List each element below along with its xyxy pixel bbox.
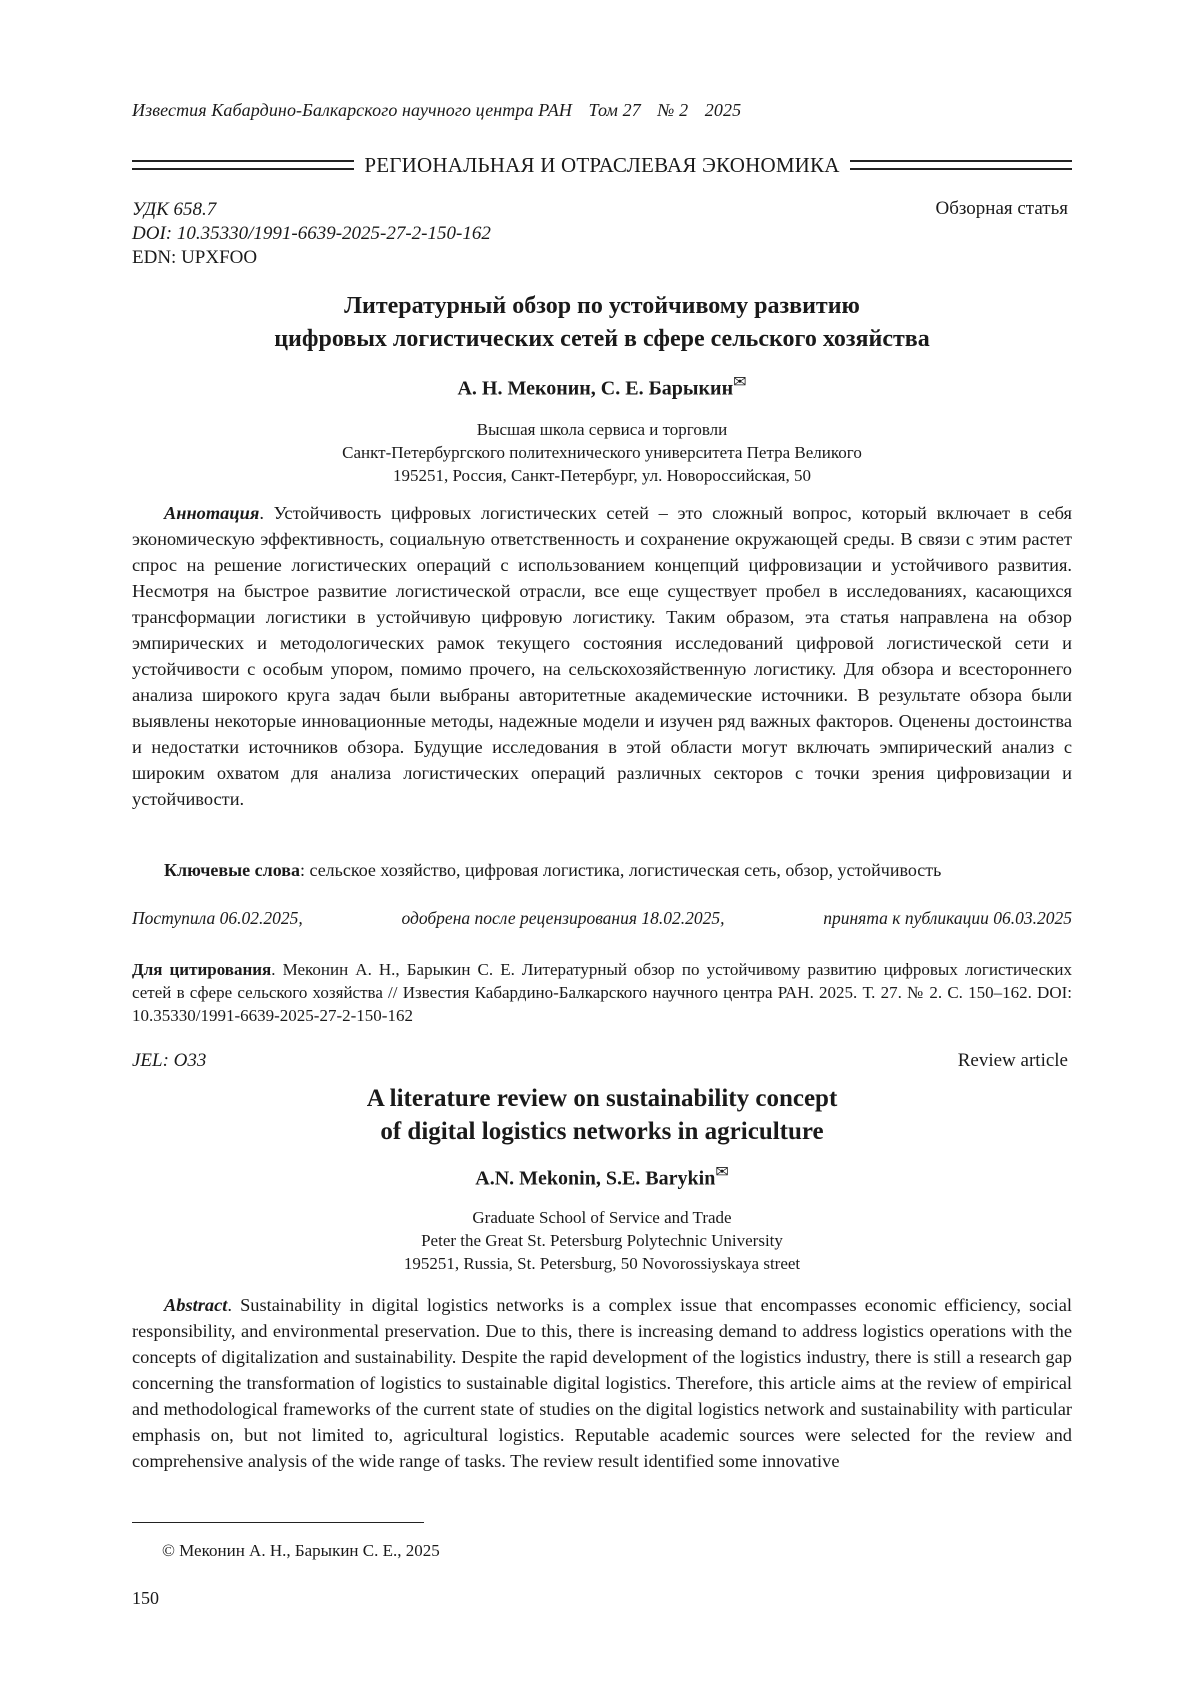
doi: DOI: 10.35330/1991-6639-2025-27-2-150-162	[132, 222, 491, 246]
affiliation-en-line2: Peter the Great St. Petersburg Polytechnic University	[132, 1229, 1072, 1252]
abstract-ru	[132, 500, 1072, 812]
section-rule-right	[850, 160, 1072, 170]
mail-icon[interactable]: ✉	[715, 1164, 728, 1181]
copyright: © Меконин А. Н., Барыкин С. Е., 2025	[162, 1541, 440, 1561]
abstract-en	[132, 1292, 1072, 1474]
section-header	[132, 150, 1072, 180]
footnote-rule	[132, 1522, 424, 1523]
authors-ru-names: А. Н. Меконин, С. Е. Барыкин	[457, 378, 733, 400]
title-ru-line1: Литературный обзор по устойчивому развитию	[132, 290, 1072, 323]
abstract-ru-label: Аннотация	[164, 503, 259, 523]
citation-label: Для цитирования	[132, 960, 271, 979]
affiliation-ru	[132, 418, 1072, 487]
section-rule-left	[132, 160, 354, 170]
keywords-text: : сельское хозяйство, цифровая логистика, логистическая сеть, обзор, устойчивость	[300, 860, 941, 880]
keywords-label: Ключевые слова	[164, 860, 300, 880]
title-en	[132, 1082, 1072, 1148]
affiliation-en	[132, 1206, 1072, 1275]
affiliation-ru-line1: Высшая школа сервиса и торговли	[132, 418, 1072, 441]
affiliation-en-line3: 195251, Russia, St. Petersburg, 50 Novorossiyskaya street	[132, 1252, 1072, 1275]
date-approved: одобрена после рецензирования 18.02.2025,	[401, 908, 724, 929]
journal-volume: Том 27	[589, 100, 641, 120]
publication-dates	[132, 908, 1072, 929]
citation-text: . Меконин А. Н., Барыкин С. Е. Литературный обзор по устойчивому развитию цифровых логистических сетей в сфере сельского хозяйства // Известия Кабардино-Балкарского научного центра РАН. 2025. Т. 27. № 2. С. 150–162. DOI: 10.35330/1991-6639-2025-27-2-150-162	[132, 960, 1072, 1025]
abstract-en-label: Abstract	[164, 1295, 227, 1315]
authors-en	[132, 1162, 1072, 1191]
title-en-line2: of digital logistics networks in agriculture	[132, 1115, 1072, 1148]
journal-year: 2025	[705, 100, 741, 120]
edn: EDN: UPXFOO	[132, 246, 491, 270]
running-header	[132, 100, 753, 121]
date-accepted: принята к публикации 06.03.2025	[823, 908, 1072, 929]
article-type-en: Review article	[958, 1050, 1068, 1072]
authors-en-names: A.N. Mekonin, S.E. Barykin	[475, 1168, 715, 1190]
article-type-ru: Обзорная статья	[936, 198, 1069, 220]
abstract-en-text: . Sustainability in digital logistics networks is a complex issue that encompasses economic efficiency, social responsibility, and environmental preservation. Due to this, there is increasing demand to address logistics operations with the concepts of digitalization and sustainability. Despite the rapid development of the logistics industry, there is still a research gap concerning the transformation of logistics to sustainable digital logistics. Therefore, this article aims at the review of empirical and methodological frameworks of the current state of studies on the digital logistics network and sustainability with particular emphasis on, but not limited to, agricultural logistics. Reputable academic sources were selected for the review and comprehensive analysis of the wide range of tasks. The review result identified some innovative	[132, 1295, 1072, 1471]
title-en-line1: A literature review on sustainability concept	[132, 1082, 1072, 1115]
authors-ru	[132, 372, 1072, 401]
title-ru-line2: цифровых логистических сетей в сфере сельского хозяйства	[132, 323, 1072, 356]
article-identifiers	[132, 198, 491, 270]
affiliation-ru-line3: 195251, Россия, Санкт-Петербург, ул. Новороссийская, 50	[132, 464, 1072, 487]
page-number: 150	[132, 1588, 159, 1609]
jel-code: JEL: O33	[132, 1050, 206, 1072]
keywords-ru	[132, 860, 1072, 881]
affiliation-en-line1: Graduate School of Service and Trade	[132, 1206, 1072, 1229]
citation	[132, 958, 1072, 1027]
mail-icon[interactable]: ✉	[733, 374, 746, 391]
title-ru	[132, 290, 1072, 356]
section-title: РЕГИОНАЛЬНАЯ И ОТРАСЛЕВАЯ ЭКОНОМИКА	[354, 153, 849, 178]
date-received: Поступила 06.02.2025,	[132, 908, 303, 929]
journal-name: Известия Кабардино-Балкарского научного центра РАН	[132, 100, 572, 120]
affiliation-ru-line2: Санкт-Петербургского политехнического университета Петра Великого	[132, 441, 1072, 464]
udk: УДК 658.7	[132, 198, 491, 222]
journal-issue: № 2	[657, 100, 688, 120]
abstract-ru-text: . Устойчивость цифровых логистических сетей – это сложный вопрос, который включает в себя экономическую эффективность, социальную ответственность и сохранение окружающей среды. В связи с этим растет спрос на решение логистических операций с использованием концепций цифровизации и устойчивого развития. Несмотря на быстрое развитие логистической отрасли, все еще существует пробел в исследованиях, касающихся трансформации логистики в устойчивую цифровую логистику. Таким образом, эта статья направлена на обзор эмпирических и методологических рамок текущего состояния исследований цифровой логистической сети и устойчивости с особым упором, помимо прочего, на сельскохозяйственную логистику. Для обзора и всестороннего анализа широкого круга задач были выбраны авторитетные академические источники. В результате обзора были выявлены некоторые инновационные методы, надежные модели и изучен ряд важных факторов. Оценены достоинства и недостатки источников обзора. Будущие исследования в этой области могут включать эмпирический анализ с широким охватом для анализа логистических операций различных секторов с точки зрения цифровизации и устойчивости.	[132, 503, 1072, 809]
